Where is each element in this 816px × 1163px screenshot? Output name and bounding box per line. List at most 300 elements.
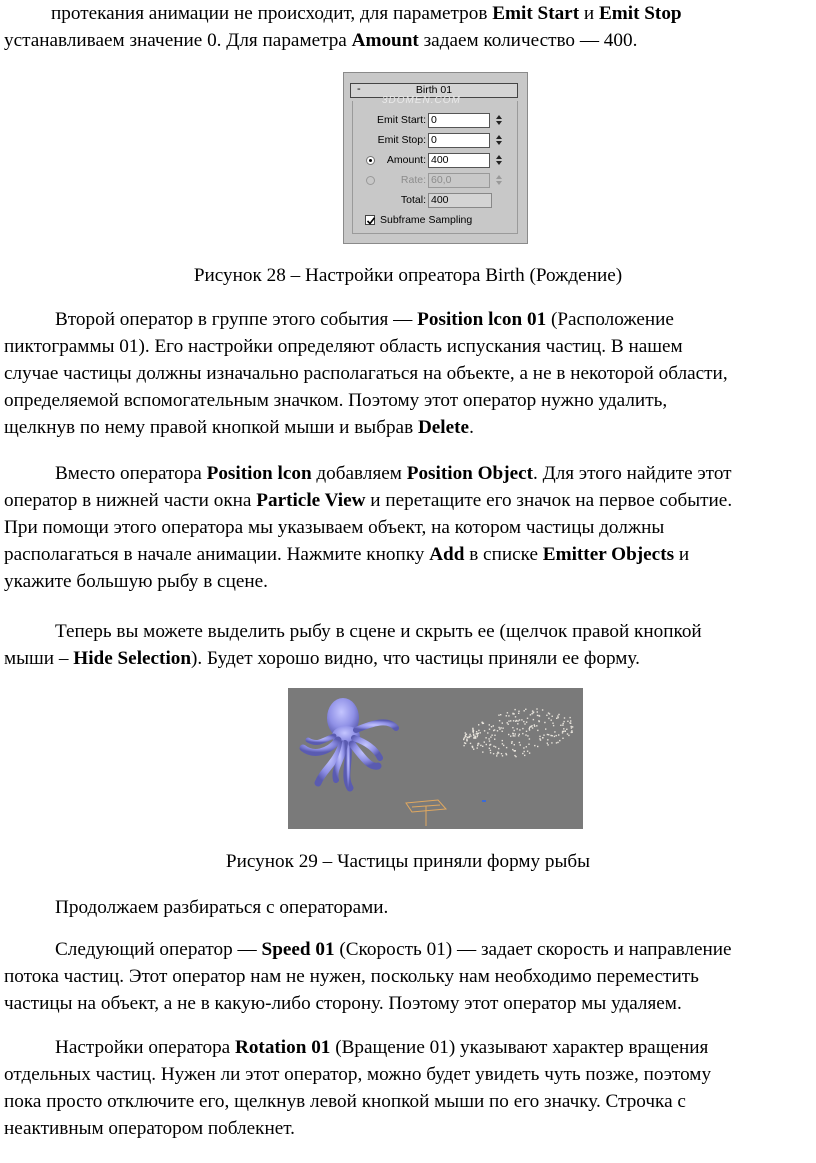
particle [478, 743, 479, 744]
spinner-up-icon[interactable] [496, 155, 502, 159]
particle [550, 735, 551, 736]
text-line [4, 1088, 812, 1115]
text-run: и [674, 544, 690, 565]
text-line [4, 990, 812, 1017]
particle [514, 709, 515, 710]
bold-term: Delete [417, 417, 470, 438]
particle [512, 749, 513, 750]
particle [488, 738, 489, 739]
particle [469, 734, 470, 735]
particle [508, 724, 509, 725]
particle [502, 722, 503, 723]
particle [571, 732, 572, 733]
particle [527, 735, 528, 736]
emit-start-spinner[interactable] [494, 113, 503, 128]
particle [490, 750, 491, 751]
particle [507, 712, 508, 713]
particle [515, 750, 516, 751]
particle [472, 729, 473, 730]
particle [531, 713, 532, 714]
particle [491, 735, 492, 736]
paragraph-position-icon [4, 306, 812, 441]
particle [473, 738, 474, 739]
particle [472, 746, 473, 747]
particle [486, 744, 487, 745]
bold-term: Position lcon [206, 463, 312, 484]
particle [496, 755, 497, 756]
emit-stop-row [344, 133, 529, 149]
particle [545, 728, 546, 729]
particle [571, 730, 572, 731]
spinner-up-icon[interactable] [496, 175, 502, 179]
total-label: Total: [400, 194, 426, 206]
text-run: и перетащите его значок на первое событие. [365, 490, 733, 511]
particle [563, 721, 564, 722]
particle [534, 724, 535, 725]
particle [549, 713, 550, 714]
particle [537, 746, 538, 747]
particle [557, 742, 558, 743]
text-line [4, 568, 812, 595]
particle [514, 730, 515, 731]
particle [556, 718, 557, 719]
particle [523, 721, 524, 722]
text-run: оператор в нижней части окна [4, 490, 257, 511]
text-run: Продолжаем разбираться с операторами. [55, 897, 389, 918]
particle [552, 723, 553, 724]
particle [510, 720, 511, 721]
particle [539, 738, 540, 739]
particle [484, 741, 485, 742]
bold-term: Emit Stop [598, 3, 682, 24]
particle [463, 745, 464, 746]
particle [524, 755, 525, 756]
spinner-up-icon[interactable] [496, 135, 502, 139]
particle [490, 736, 491, 737]
amount-radio[interactable] [366, 156, 375, 165]
text-run: Второй оператор в группе этого события — [55, 309, 418, 330]
particle [465, 734, 466, 735]
particle [537, 715, 538, 716]
spinner-up-icon[interactable] [496, 115, 502, 119]
particle [503, 745, 504, 746]
particle [548, 718, 549, 719]
particle [484, 730, 485, 731]
rate-radio[interactable] [366, 176, 375, 185]
particle [552, 716, 553, 717]
bold-term: Hide Selection [73, 648, 192, 669]
text-run: устанавливаем значение 0. Для параметра [4, 30, 352, 51]
text-run: отдельных частиц. Нужен ли этот оператор, можно будет увидеть чуть позже, поэтому [4, 1064, 712, 1085]
text-run: пиктограммы 01). Его настройки определяют область испускания частиц. В нашем [4, 336, 683, 357]
figure-29-caption: Рисунок 29 – Частицы приняли форму рыбы [225, 851, 591, 872]
particle [569, 722, 570, 723]
amount-spinner[interactable] [494, 153, 503, 168]
particle [526, 731, 527, 732]
particle [512, 733, 513, 734]
particle [515, 716, 516, 717]
paragraph-hide-selection [4, 618, 812, 672]
particle [556, 735, 557, 736]
emit-stop-label: Emit Stop: [377, 134, 426, 146]
text-run: (Вращение 01) указывают характер вращения [330, 1037, 709, 1058]
text-run: задаем количество — 400. [418, 30, 638, 51]
rollout-title: Birth 01 [415, 84, 453, 96]
bold-term: Amount [351, 30, 419, 51]
scene-viewport [288, 688, 583, 829]
particle [508, 715, 509, 716]
text-line [4, 360, 812, 387]
particle [476, 731, 477, 732]
particle [523, 747, 524, 748]
particle [500, 714, 501, 715]
particle [527, 718, 528, 719]
particle [529, 729, 530, 730]
total-row [344, 193, 529, 209]
text-line [4, 387, 812, 414]
particle [569, 717, 570, 718]
particle [511, 741, 512, 742]
particle [477, 736, 478, 737]
particle [519, 742, 520, 743]
text-line [4, 963, 812, 990]
bold-term: Speed 01 [261, 939, 335, 960]
text-run: мыши – [4, 648, 74, 669]
particle [497, 730, 498, 731]
particle [489, 729, 490, 730]
subframe-checkbox[interactable] [365, 215, 375, 225]
text-line [4, 306, 812, 333]
amount-row [344, 153, 529, 169]
emit-stop-input[interactable]: 0 [428, 133, 490, 148]
amount-input[interactable]: 400 [428, 153, 490, 168]
particle [522, 728, 523, 729]
watermark: 3DOMEN.COM [382, 95, 461, 106]
particle [490, 752, 491, 753]
particle [495, 746, 496, 747]
particle [525, 709, 526, 710]
particle-cloud [463, 708, 573, 757]
particle [532, 727, 533, 728]
particle [547, 744, 548, 745]
text-run: протекания анимации не происходит, для параметров [51, 3, 493, 24]
particle [477, 745, 478, 746]
particle [560, 725, 561, 726]
particle [532, 710, 533, 711]
particle [563, 723, 564, 724]
text-line [4, 514, 812, 541]
particle [473, 749, 474, 750]
text-run: . [469, 417, 474, 438]
particle [528, 744, 529, 745]
spinner-down-icon[interactable] [496, 181, 502, 185]
text-line [4, 0, 812, 27]
text-line [4, 541, 812, 568]
particle [473, 732, 474, 733]
text-run: добавляем [311, 463, 407, 484]
text-line [4, 333, 812, 360]
particle [542, 737, 543, 738]
particle [511, 743, 512, 744]
particle [567, 721, 568, 722]
particle [465, 743, 466, 744]
particle [529, 752, 530, 753]
particle [542, 709, 543, 710]
particle [513, 735, 514, 736]
text-line [4, 1034, 812, 1061]
particle [562, 731, 563, 732]
particle [539, 721, 540, 722]
text-run: укажите большую рыбу в сцене. [4, 571, 268, 592]
particle [470, 735, 471, 736]
particle [470, 743, 471, 744]
particle [463, 738, 464, 739]
particle [536, 708, 537, 709]
particle [507, 722, 508, 723]
particle [514, 735, 515, 736]
paragraph-continue [4, 894, 812, 921]
rate-input[interactable]: 60,0 [428, 173, 490, 188]
subframe-label: Subframe Sampling [380, 214, 473, 226]
bold-term: Rotation 01 [234, 1037, 331, 1058]
text-run: При помощи этого оператора мы указываем объект, на котором частицы должны [4, 517, 665, 538]
particle [548, 734, 549, 735]
text-run: частицы на объект, а не в какую-либо сторону. Поэтому этот оператор мы удаляем. [4, 993, 682, 1014]
amount-label: Amount: [386, 154, 426, 166]
checkmark-icon [366, 216, 376, 226]
particle [514, 744, 515, 745]
particle [494, 735, 495, 736]
particle [497, 753, 498, 754]
particle [502, 740, 503, 741]
rate-spinner[interactable] [494, 173, 503, 188]
text-run: пока просто отключите его, щелкнув левой кнопкой мыши по его значку. Строчка с [4, 1091, 686, 1112]
particle [485, 737, 486, 738]
particle [464, 737, 465, 738]
paragraph-intro [4, 0, 812, 54]
total-value: 400 [428, 193, 492, 208]
particle [472, 730, 473, 731]
particle [478, 724, 479, 725]
particle [498, 752, 499, 753]
particle [508, 721, 509, 722]
particle [517, 728, 518, 729]
particle [491, 726, 492, 727]
particle [526, 722, 527, 723]
particle [498, 748, 499, 749]
particle [513, 750, 514, 751]
particle [557, 715, 558, 716]
bold-term: Add [429, 544, 465, 565]
particle [527, 751, 528, 752]
particle [513, 720, 514, 721]
particle [534, 726, 535, 727]
particle [482, 746, 483, 747]
text-line [4, 487, 812, 514]
particle [473, 735, 474, 736]
collapse-icon[interactable]: - [357, 83, 361, 95]
particle [502, 743, 503, 744]
text-line [4, 894, 812, 921]
particle [487, 732, 488, 733]
particle [498, 715, 499, 716]
text-line [4, 645, 812, 672]
particle [553, 725, 554, 726]
particle [475, 737, 476, 738]
particle [517, 723, 518, 724]
particle [530, 726, 531, 727]
particle [522, 733, 523, 734]
text-line [4, 460, 812, 487]
particle [469, 736, 470, 737]
particle [520, 744, 521, 745]
particle [510, 736, 511, 737]
text-run: Следующий оператор — [55, 939, 262, 960]
particle [505, 753, 506, 754]
paragraph-speed [4, 936, 812, 1017]
text-line [4, 618, 812, 645]
particle [533, 719, 534, 720]
particle [547, 743, 548, 744]
particle [547, 734, 548, 735]
text-run: в списке [464, 544, 543, 565]
particle [559, 740, 560, 741]
particle [557, 717, 558, 718]
emit-start-input[interactable]: 0 [428, 113, 490, 128]
particle [540, 739, 541, 740]
particle [506, 715, 507, 716]
spinner-down-icon[interactable] [496, 121, 502, 125]
particle [489, 748, 490, 749]
particle [565, 731, 566, 732]
particle [482, 722, 483, 723]
particle [512, 727, 513, 728]
spinner-down-icon[interactable] [496, 161, 502, 165]
text-run: Вместо оператора [55, 463, 207, 484]
emit-start-row [344, 113, 529, 129]
particle [518, 713, 519, 714]
particle [493, 746, 494, 747]
particle [572, 726, 573, 727]
particle [489, 724, 490, 725]
birth-settings-panel [343, 72, 528, 244]
particle [500, 727, 501, 728]
particle [571, 727, 572, 728]
text-run: (Скорость 01) — задает скорость и направление [334, 939, 732, 960]
particle [558, 734, 559, 735]
particle [499, 728, 500, 729]
text-run: неактивным оператором поблекнет. [4, 1118, 295, 1139]
text-run: щелкнув по нему правой кнопкой мыши и выбрав [4, 417, 418, 438]
text-run: случае частицы должны изначально располагаться на объекте, а не в некоторой области, [4, 363, 728, 384]
octopus-model [303, 698, 396, 788]
text-line [4, 414, 812, 441]
particle [477, 734, 478, 735]
bold-term: Particle View [256, 490, 366, 511]
particle [476, 733, 477, 734]
particle [529, 738, 530, 739]
particle [537, 711, 538, 712]
text-line [4, 1115, 812, 1142]
particle [530, 714, 531, 715]
text-line [4, 936, 812, 963]
particle [566, 729, 567, 730]
text-run: определяемой вспомогательным значком. Поэтому этот оператор нужно удалить, [4, 390, 668, 411]
particle [515, 756, 516, 757]
particle [493, 725, 494, 726]
particle [467, 737, 468, 738]
particle [525, 734, 526, 735]
particle [531, 725, 532, 726]
paragraph-rotation [4, 1034, 812, 1142]
particle [563, 728, 564, 729]
position-icon-gizmo [406, 800, 446, 826]
text-run: и [579, 3, 599, 24]
text-run: Настройки оператора [55, 1037, 235, 1058]
text-run: Теперь вы можете выделить рыбу в сцене и скрыть ее (щелчок правой кнопкой [55, 621, 702, 642]
particle [568, 735, 569, 736]
emit-stop-spinner[interactable] [494, 133, 503, 148]
particle [562, 732, 563, 733]
particle [571, 726, 572, 727]
particle [489, 740, 490, 741]
particle [564, 717, 565, 718]
particle [544, 722, 545, 723]
particle [537, 730, 538, 731]
particle [522, 753, 523, 754]
particle [477, 747, 478, 748]
particle [494, 739, 495, 740]
particle [543, 735, 544, 736]
particle [536, 725, 537, 726]
particle [502, 755, 503, 756]
particle [529, 728, 530, 729]
particle [526, 746, 527, 747]
particle [562, 725, 563, 726]
bold-term: Position lcon 01 [417, 309, 547, 330]
particle [465, 732, 466, 733]
axis-marker [482, 800, 486, 802]
particle [478, 733, 479, 734]
particle [570, 720, 571, 721]
particle [551, 720, 552, 721]
particle [551, 742, 552, 743]
particle [546, 715, 547, 716]
particle [524, 723, 525, 724]
particle [562, 738, 563, 739]
particle [524, 710, 525, 711]
particle [519, 734, 520, 735]
particle [567, 733, 568, 734]
particle [556, 742, 557, 743]
particle [558, 714, 559, 715]
spinner-down-icon[interactable] [496, 141, 502, 145]
particle [478, 730, 479, 731]
bold-term: Emitter Objects [542, 544, 675, 565]
text-run: ). Будет хорошо видно, что частицы приняли ее форму. [191, 648, 640, 669]
particle [480, 732, 481, 733]
particle [498, 727, 499, 728]
paragraph-position-object [4, 460, 812, 595]
particle [524, 751, 525, 752]
particle [499, 720, 500, 721]
particle [517, 720, 518, 721]
particle [521, 719, 522, 720]
particle [512, 713, 513, 714]
rate-row [344, 173, 529, 189]
particle [501, 753, 502, 754]
particle [490, 744, 491, 745]
